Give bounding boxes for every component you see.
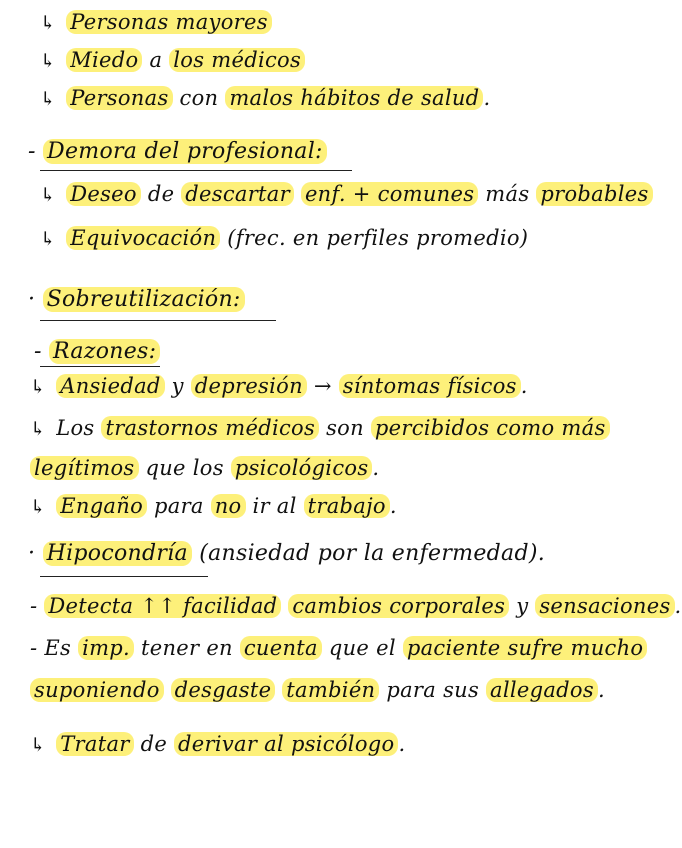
bullet-arrow-icon: ↳	[40, 50, 57, 72]
bullet-arrow-icon: ↳	[40, 12, 57, 34]
note-line	[30, 592, 682, 620]
note-line	[40, 224, 528, 253]
highlighted-text: también	[282, 678, 379, 702]
note-line	[40, 180, 653, 209]
note-line	[30, 730, 405, 759]
highlighted-text: Hipocondría	[43, 541, 192, 566]
highlighted-text: derivar al psicólogo	[174, 732, 398, 756]
highlighted-text: paciente sufre mucho	[403, 636, 648, 660]
note-text: con	[172, 86, 226, 110]
note-text: ·	[28, 287, 43, 312]
note-text: (frec. en perfiles promedio)	[220, 226, 529, 250]
note-line	[30, 454, 379, 482]
note-text: (ansiedad por la enfermedad).	[191, 541, 546, 566]
highlighted-text: percibidos como más	[371, 416, 610, 440]
highlighted-text: síntomas físicos	[339, 374, 521, 398]
note-line	[30, 414, 610, 443]
note-line	[30, 492, 397, 521]
note-text: y	[509, 594, 536, 618]
section-heading	[28, 138, 327, 166]
note-text: -	[28, 139, 44, 164]
highlighted-text: trabajo	[304, 494, 390, 518]
bullet-arrow-icon: ↳	[40, 184, 57, 206]
highlighted-text: enf. + comunes	[301, 182, 478, 206]
note-text: - Es	[30, 636, 79, 660]
highlighted-text: los médicos	[169, 48, 305, 72]
note-text: ·	[28, 541, 43, 566]
heading-underline	[40, 170, 352, 171]
highlighted-text: trastornos médicos	[101, 416, 319, 440]
note-text: y	[164, 374, 191, 398]
bullet-arrow-icon: ↳	[40, 228, 57, 250]
note-text: a	[142, 48, 170, 72]
highlighted-text: Demora del profesional:	[43, 139, 327, 164]
highlighted-text: allegados	[486, 678, 598, 702]
highlighted-text: Sobreutilización:	[43, 287, 245, 312]
highlighted-text: imp.	[78, 636, 134, 660]
highlighted-text: Ansiedad	[56, 374, 164, 398]
note-line	[40, 8, 272, 37]
subsection-heading	[34, 338, 160, 366]
highlighted-text: probables	[536, 182, 652, 206]
section-heading	[28, 540, 545, 568]
note-text: son	[319, 416, 371, 440]
heading-underline	[40, 366, 160, 367]
note-text: →	[306, 374, 339, 398]
highlighted-text: Miedo	[66, 48, 142, 72]
highlighted-text: Personas	[66, 86, 172, 110]
note-text: de	[140, 182, 182, 206]
highlighted-text: Engaño	[56, 494, 147, 518]
note-text	[164, 678, 171, 702]
note-text: -	[34, 339, 50, 364]
note-text: .	[674, 594, 682, 618]
note-text: .	[597, 678, 605, 702]
highlighted-text: Deseo	[66, 182, 141, 206]
note-text	[294, 182, 301, 206]
note-text: .	[389, 494, 397, 518]
note-text: ir al	[245, 494, 304, 518]
highlighted-text: psicológicos	[231, 456, 373, 480]
highlighted-text: depresión	[191, 374, 307, 398]
highlighted-text: no	[211, 494, 246, 518]
note-line	[30, 634, 647, 662]
highlighted-text: cuenta	[240, 636, 322, 660]
highlighted-text: legítimos	[30, 456, 139, 480]
highlighted-text: cambios corporales	[288, 594, 509, 618]
highlighted-text: desgaste	[171, 678, 276, 702]
note-text: .	[398, 732, 406, 756]
bullet-arrow-icon: ↳	[30, 734, 47, 756]
note-line	[30, 676, 605, 704]
bullet-arrow-icon: ↳	[40, 88, 57, 110]
bullet-arrow-icon: ↳	[30, 418, 47, 440]
bullet-arrow-icon: ↳	[30, 496, 47, 518]
highlighted-text: descartar	[181, 182, 294, 206]
note-text: para sus	[379, 678, 487, 702]
note-text: Los	[56, 416, 102, 440]
note-text: .	[520, 374, 528, 398]
highlighted-text: Tratar	[56, 732, 133, 756]
note-text: -	[30, 594, 45, 618]
note-text: que los	[138, 456, 231, 480]
highlighted-text: sensaciones	[535, 594, 674, 618]
note-line	[40, 84, 490, 113]
note-text: que el	[321, 636, 403, 660]
section-heading	[28, 286, 245, 314]
note-line	[40, 46, 305, 75]
highlighted-text: suponiendo	[30, 678, 164, 702]
highlighted-text: Equivocación	[66, 226, 220, 250]
note-line	[30, 372, 528, 401]
highlighted-text: Personas mayores	[66, 10, 272, 34]
note-text: más	[478, 182, 537, 206]
note-text: para	[147, 494, 211, 518]
note-text: tener en	[134, 636, 240, 660]
highlighted-text: Detecta ↑↑ facilidad	[44, 594, 281, 618]
heading-underline	[40, 320, 276, 321]
bullet-arrow-icon: ↳	[30, 376, 47, 398]
highlighted-text: malos hábitos de salud	[225, 86, 483, 110]
heading-underline	[40, 576, 208, 577]
note-text: .	[372, 456, 380, 480]
note-text: .	[483, 86, 491, 110]
note-text: de	[133, 732, 175, 756]
highlighted-text: Razones:	[49, 339, 160, 364]
